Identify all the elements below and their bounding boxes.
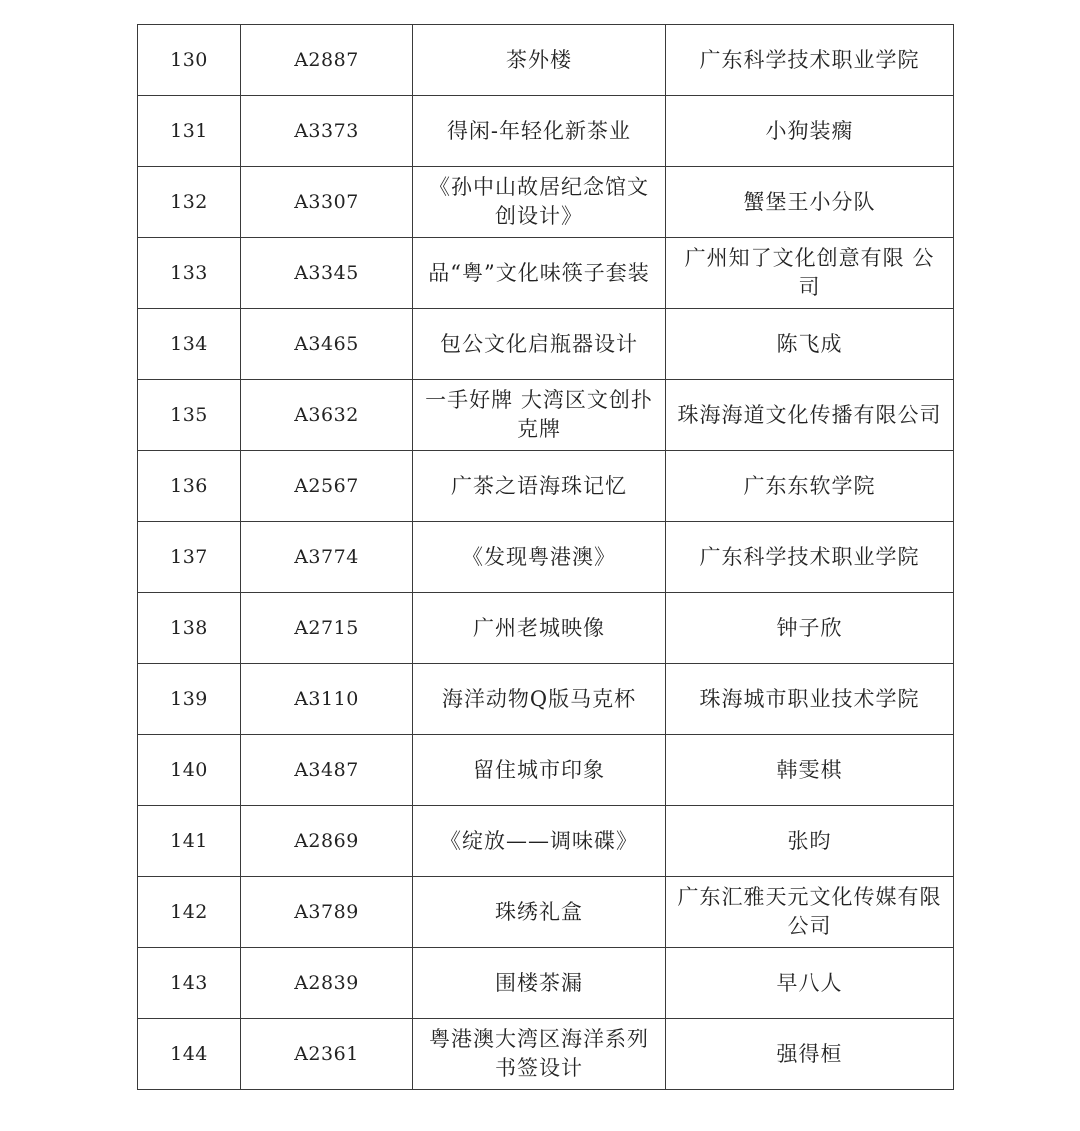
row-number: 141 xyxy=(138,806,241,877)
entry-code: A3110 xyxy=(241,664,413,735)
row-number: 138 xyxy=(138,593,241,664)
author-name: 韩雯棋 xyxy=(666,735,954,806)
row-number: 143 xyxy=(138,948,241,1019)
author-name: 广东汇雅天元文化传媒有限公司 xyxy=(666,877,954,948)
author-name: 张昀 xyxy=(666,806,954,877)
row-number: 133 xyxy=(138,238,241,309)
row-number: 131 xyxy=(138,96,241,167)
author-name: 广东科学技术职业学院 xyxy=(666,522,954,593)
author-name: 珠海海道文化传播有限公司 xyxy=(666,380,954,451)
row-number: 140 xyxy=(138,735,241,806)
table-row xyxy=(138,167,954,238)
entry-code: A3345 xyxy=(241,238,413,309)
results-table-page xyxy=(137,24,953,1090)
row-number: 139 xyxy=(138,664,241,735)
row-number: 144 xyxy=(138,1019,241,1090)
row-number: 130 xyxy=(138,25,241,96)
work-title: 海洋动物Q版马克杯 xyxy=(413,664,666,735)
entry-code: A2839 xyxy=(241,948,413,1019)
work-title: 品“粤”文化味筷子套装 xyxy=(413,238,666,309)
work-title: 一手好牌 大湾区文创扑克牌 xyxy=(413,380,666,451)
work-title: 广州老城映像 xyxy=(413,593,666,664)
entry-code: A2361 xyxy=(241,1019,413,1090)
table-row xyxy=(138,664,954,735)
work-title: 围楼茶漏 xyxy=(413,948,666,1019)
entry-code: A3789 xyxy=(241,877,413,948)
work-title: 广茶之语海珠记忆 xyxy=(413,451,666,522)
table-row xyxy=(138,948,954,1019)
work-title: 茶外楼 xyxy=(413,25,666,96)
row-number: 134 xyxy=(138,309,241,380)
table-row xyxy=(138,238,954,309)
table-row xyxy=(138,25,954,96)
work-title: 粤港澳大湾区海洋系列书签设计 xyxy=(413,1019,666,1090)
work-title: 得闲-年轻化新茶业 xyxy=(413,96,666,167)
table-row xyxy=(138,380,954,451)
author-name: 珠海城市职业技术学院 xyxy=(666,664,954,735)
entry-code: A3632 xyxy=(241,380,413,451)
entry-code: A3373 xyxy=(241,96,413,167)
author-name: 钟子欣 xyxy=(666,593,954,664)
author-name: 广东科学技术职业学院 xyxy=(666,25,954,96)
work-title: 《发现粤港澳》 xyxy=(413,522,666,593)
work-title: 《孙中山故居纪念馆文创设计》 xyxy=(413,167,666,238)
table-row xyxy=(138,1019,954,1090)
entry-code: A2567 xyxy=(241,451,413,522)
work-title: 包公文化启瓶器设计 xyxy=(413,309,666,380)
work-title: 《绽放——调味碟》 xyxy=(413,806,666,877)
entry-code: A3487 xyxy=(241,735,413,806)
table-row xyxy=(138,96,954,167)
table-row xyxy=(138,593,954,664)
author-name: 广州知了文化创意有限 公司 xyxy=(666,238,954,309)
results-table xyxy=(137,24,954,1090)
author-name: 小狗装瘸 xyxy=(666,96,954,167)
work-title: 留住城市印象 xyxy=(413,735,666,806)
row-number: 137 xyxy=(138,522,241,593)
entry-code: A2869 xyxy=(241,806,413,877)
entry-code: A3307 xyxy=(241,167,413,238)
results-table-body xyxy=(138,25,954,1090)
entry-code: A3774 xyxy=(241,522,413,593)
table-row xyxy=(138,735,954,806)
author-name: 早八人 xyxy=(666,948,954,1019)
entry-code: A2715 xyxy=(241,593,413,664)
row-number: 132 xyxy=(138,167,241,238)
row-number: 136 xyxy=(138,451,241,522)
table-row xyxy=(138,806,954,877)
row-number: 135 xyxy=(138,380,241,451)
author-name: 蟹堡王小分队 xyxy=(666,167,954,238)
entry-code: A2887 xyxy=(241,25,413,96)
work-title: 珠绣礼盒 xyxy=(413,877,666,948)
author-name: 强得桓 xyxy=(666,1019,954,1090)
row-number: 142 xyxy=(138,877,241,948)
table-row xyxy=(138,309,954,380)
entry-code: A3465 xyxy=(241,309,413,380)
author-name: 陈飞成 xyxy=(666,309,954,380)
table-row xyxy=(138,877,954,948)
author-name: 广东东软学院 xyxy=(666,451,954,522)
table-row xyxy=(138,522,954,593)
table-row xyxy=(138,451,954,522)
